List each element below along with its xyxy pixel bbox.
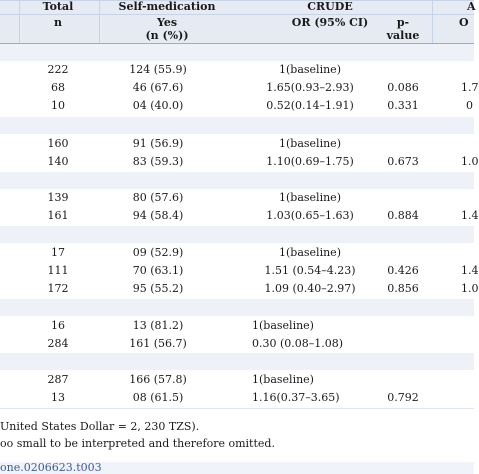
header-crude: CRUDE xyxy=(307,0,353,13)
cell-p: 0.884 xyxy=(387,209,419,222)
table-row xyxy=(0,371,474,388)
table-row xyxy=(0,61,474,78)
cell-or: 1(baseline) xyxy=(252,319,314,332)
header-self-medication: Self-medication xyxy=(118,0,216,13)
cell-or: 1.51 (0.54–4.23) xyxy=(264,264,356,277)
cell-yes: 91 (56.9) xyxy=(132,137,184,150)
cell-yes: 94 (58.4) xyxy=(132,209,184,222)
cell-yes: 04 (40.0) xyxy=(132,99,184,112)
table-row xyxy=(0,189,474,206)
cell-or: 0.30 (0.08–1.08) xyxy=(252,337,344,350)
cell-total: 111 xyxy=(47,264,69,277)
cell-or: 1(baseline) xyxy=(279,137,341,150)
header-p-value: value xyxy=(386,29,420,42)
table-row xyxy=(0,97,474,114)
group-header-row xyxy=(0,353,474,370)
cell-total: 284 xyxy=(47,337,69,350)
cell-p: 0.673 xyxy=(387,155,419,168)
header-adjusted: A xyxy=(467,0,476,13)
cell-total: 68 xyxy=(51,81,65,94)
table-row xyxy=(0,244,474,261)
group-header-row xyxy=(0,172,474,189)
column-divider xyxy=(19,0,20,43)
cell-yes: 08 (61.5) xyxy=(132,391,184,404)
header-yes-percent: (n (%)) xyxy=(145,29,189,42)
doi-link[interactable]: one.0206623.t003 xyxy=(0,461,102,474)
cell-total: 160 xyxy=(47,137,69,150)
cell-yes: 95 (55.2) xyxy=(132,282,184,295)
cell-or: 1(baseline) xyxy=(279,246,341,259)
cell-p: 0.426 xyxy=(387,264,419,277)
table-row xyxy=(0,135,474,152)
group-header-row xyxy=(0,44,474,61)
cell-yes: 166 (57.8) xyxy=(129,373,187,386)
cell-p: 0.792 xyxy=(387,391,419,404)
cell-or: 1(baseline) xyxy=(252,373,314,386)
table-row xyxy=(0,389,474,406)
cell-adjusted: 0 xyxy=(466,99,473,112)
cell-total: 139 xyxy=(47,191,69,204)
table-row xyxy=(0,280,479,297)
cell-yes: 13 (81.2) xyxy=(132,319,184,332)
cell-yes: 83 (59.3) xyxy=(132,155,184,168)
column-divider xyxy=(432,0,433,43)
header-or-ci: OR (95% CI) xyxy=(291,16,369,29)
doi-bar xyxy=(0,462,474,474)
cell-or: 1(baseline) xyxy=(279,63,341,76)
footnote-omitted: oo small to be interpreted and therefore omitted. xyxy=(0,437,275,450)
cell-p: 0.086 xyxy=(387,81,419,94)
cell-yes: 70 (63.1) xyxy=(132,264,184,277)
header-mid-rule xyxy=(0,14,474,15)
table-row xyxy=(0,79,479,96)
header-adjusted-or: O xyxy=(459,16,469,29)
cell-adjusted: 1.4 xyxy=(461,264,479,277)
cell-total: 13 xyxy=(51,391,65,404)
table-row xyxy=(0,153,479,170)
header-total: Total xyxy=(42,0,74,13)
cell-total: 161 xyxy=(47,209,69,222)
cell-total: 16 xyxy=(51,319,65,332)
table-row xyxy=(0,262,479,279)
group-header-row xyxy=(0,226,474,243)
header-p: p- xyxy=(396,16,410,29)
group-header-row xyxy=(0,117,474,134)
cell-total: 10 xyxy=(51,99,65,112)
cell-or: 1.09 (0.40–2.97) xyxy=(264,282,356,295)
cell-total: 140 xyxy=(47,155,69,168)
footnote-currency: United States Dollar = 2, 230 TZS). xyxy=(0,420,200,433)
cell-yes: 161 (56.7) xyxy=(129,337,187,350)
cell-adjusted: 1.7 xyxy=(461,81,479,94)
cell-yes: 80 (57.6) xyxy=(132,191,184,204)
table-row xyxy=(0,317,474,334)
table-row xyxy=(0,207,479,224)
header-n: n xyxy=(54,16,62,29)
cell-total: 172 xyxy=(47,282,69,295)
cell-total: 222 xyxy=(47,63,69,76)
column-divider xyxy=(99,0,100,43)
cell-adjusted: 1.0 xyxy=(461,282,479,295)
cell-or: 0.52(0.14–1.91) xyxy=(266,99,354,112)
cell-yes: 09 (52.9) xyxy=(132,246,184,259)
cell-adjusted: 1.4 xyxy=(461,209,479,222)
cell-or: 1.65(0.93–2.93) xyxy=(266,81,354,94)
cell-yes: 46 (67.6) xyxy=(132,81,184,94)
header-yes: Yes xyxy=(156,16,178,29)
group-header-row xyxy=(0,299,474,316)
cell-total: 287 xyxy=(47,373,69,386)
cell-p: 0.856 xyxy=(387,282,419,295)
cell-yes: 124 (55.9) xyxy=(129,63,187,76)
table-bottom-rule xyxy=(0,408,474,409)
cell-or: 1.03(0.65–1.63) xyxy=(266,209,354,222)
cell-or: 1.10(0.69–1.75) xyxy=(266,155,354,168)
table-row xyxy=(0,335,474,352)
cell-or: 1(baseline) xyxy=(279,191,341,204)
cell-total: 17 xyxy=(51,246,65,259)
cell-p: 0.331 xyxy=(387,99,419,112)
cell-adjusted: 1.0 xyxy=(461,155,479,168)
cell-or: 1.16(0.37–3.65) xyxy=(252,391,340,404)
